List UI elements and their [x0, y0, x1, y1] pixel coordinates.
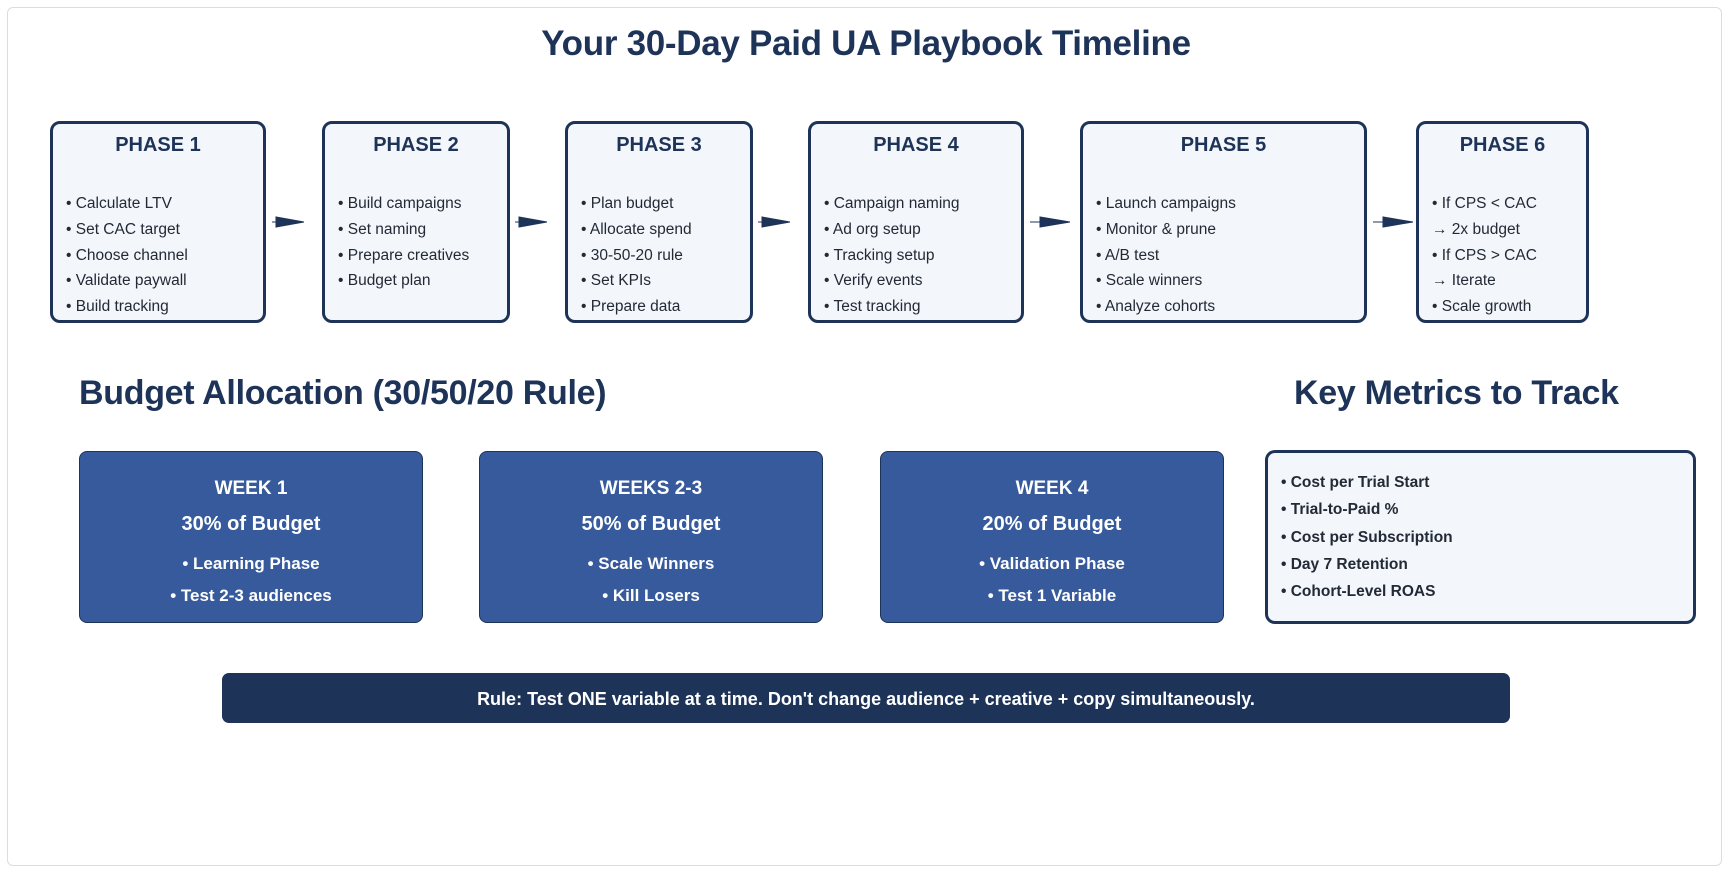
phase-title: PHASE 3	[616, 134, 702, 156]
phase-item: • Allocate spend	[581, 220, 692, 238]
metric-item: • Cost per Trial Start	[1281, 474, 1430, 491]
metric-item: • Cost per Subscription	[1281, 528, 1453, 546]
arrow-right-icon	[515, 213, 547, 231]
week-bullet: • Validation Phase	[979, 554, 1125, 573]
week-percent: 20% of Budget	[982, 513, 1122, 535]
week-bullet: • Test 1 Variable	[987, 586, 1117, 605]
metrics-list	[1281, 469, 1453, 605]
phase-item: • Budget plan	[338, 272, 431, 290]
phase-item: • If CPS > CAC	[1432, 246, 1537, 264]
phase-title: PHASE 1	[115, 134, 201, 156]
phase-item: • 30-50-20 rule	[581, 246, 683, 264]
phase-item: • Ad org setup	[824, 220, 921, 238]
arrow-right-icon	[758, 213, 790, 231]
metric-item: • Day 7 Retention	[1281, 555, 1408, 573]
phase-item: • Build tracking	[66, 298, 169, 316]
phase-box-4	[808, 121, 1024, 323]
phase-list	[581, 191, 692, 320]
metrics-section-title: Key Metrics to Track	[1294, 374, 1619, 412]
week-bullet: • Learning Phase	[182, 554, 320, 573]
phase-item: • Prepare creatives	[338, 246, 470, 264]
phase-item: → 2x budget	[1432, 220, 1520, 238]
arrow-right-icon	[272, 213, 304, 231]
metric-item: • Trial-to-Paid %	[1281, 501, 1399, 519]
arrow-right-icon	[1030, 213, 1070, 231]
week-bullet: • Scale Winners	[587, 554, 715, 573]
phase-list	[338, 191, 469, 294]
phase-item: • Build campaigns	[338, 195, 462, 212]
budget-section-title: Budget Allocation (30/50/20 Rule)	[79, 374, 607, 412]
phase-box-3	[565, 121, 753, 323]
phase-list	[824, 191, 960, 320]
phase-title: PHASE 5	[1180, 134, 1267, 156]
metrics-box	[1265, 450, 1696, 624]
week-bullet: • Test 2-3 audiences	[170, 586, 332, 605]
phase-list	[1432, 191, 1537, 320]
phase-item: • Analyze cohorts	[1096, 298, 1216, 316]
phase-box-5	[1080, 121, 1367, 323]
week-box-2	[479, 451, 823, 623]
phase-title: PHASE 2	[373, 134, 459, 156]
phase-item: • Monitor & prune	[1096, 220, 1217, 238]
metric-item: • Cohort-Level ROAS	[1281, 583, 1436, 601]
phase-list	[66, 191, 188, 320]
phase-box-6	[1416, 121, 1589, 323]
week-name: WEEK 4	[1015, 478, 1089, 499]
phase-item: • Test tracking	[824, 298, 921, 316]
page-title: Your 30-Day Paid UA Playbook Timeline	[541, 24, 1191, 63]
phase-item: • A/B test	[1096, 246, 1160, 264]
phase-item: • If CPS < CAC	[1432, 195, 1537, 212]
phase-item: → Iterate	[1432, 272, 1496, 290]
phase-item: • Set naming	[338, 220, 427, 238]
phase-item: • Scale winners	[1096, 272, 1203, 290]
phase-title: PHASE 4	[873, 134, 959, 156]
week-name: WEEKS 2-3	[599, 478, 703, 499]
phase-item: • Scale growth	[1432, 298, 1532, 316]
arrow-right-icon	[1373, 213, 1413, 231]
phase-box-2	[322, 121, 510, 323]
phase-box-1	[50, 121, 266, 323]
phase-item: • Verify events	[824, 272, 923, 290]
week-box-3	[880, 451, 1224, 623]
phase-item: • Set KPIs	[581, 272, 652, 290]
phase-item: • Campaign naming	[824, 195, 960, 212]
week-bullet: • Kill Losers	[602, 586, 700, 605]
week-percent: 30% of Budget	[181, 513, 321, 535]
phase-item: • Choose channel	[66, 246, 188, 264]
phase-item: • Validate paywall	[66, 272, 187, 290]
phase-item: • Prepare data	[581, 298, 681, 316]
phase-item: • Plan budget	[581, 195, 674, 212]
phase-item: • Tracking setup	[824, 246, 935, 264]
phase-item: • Set CAC target	[66, 220, 180, 238]
phase-item: • Calculate LTV	[66, 195, 172, 212]
rule-banner: Rule: Test ONE variable at a time. Don't change audience + creative + copy simultaneously.	[222, 673, 1510, 723]
phase-title: PHASE 6	[1459, 134, 1546, 156]
week-percent: 50% of Budget	[581, 513, 721, 535]
phase-list	[1096, 191, 1236, 320]
week-name: WEEK 1	[214, 478, 288, 499]
phase-item: • Launch campaigns	[1096, 195, 1236, 212]
week-box-1	[79, 451, 423, 623]
